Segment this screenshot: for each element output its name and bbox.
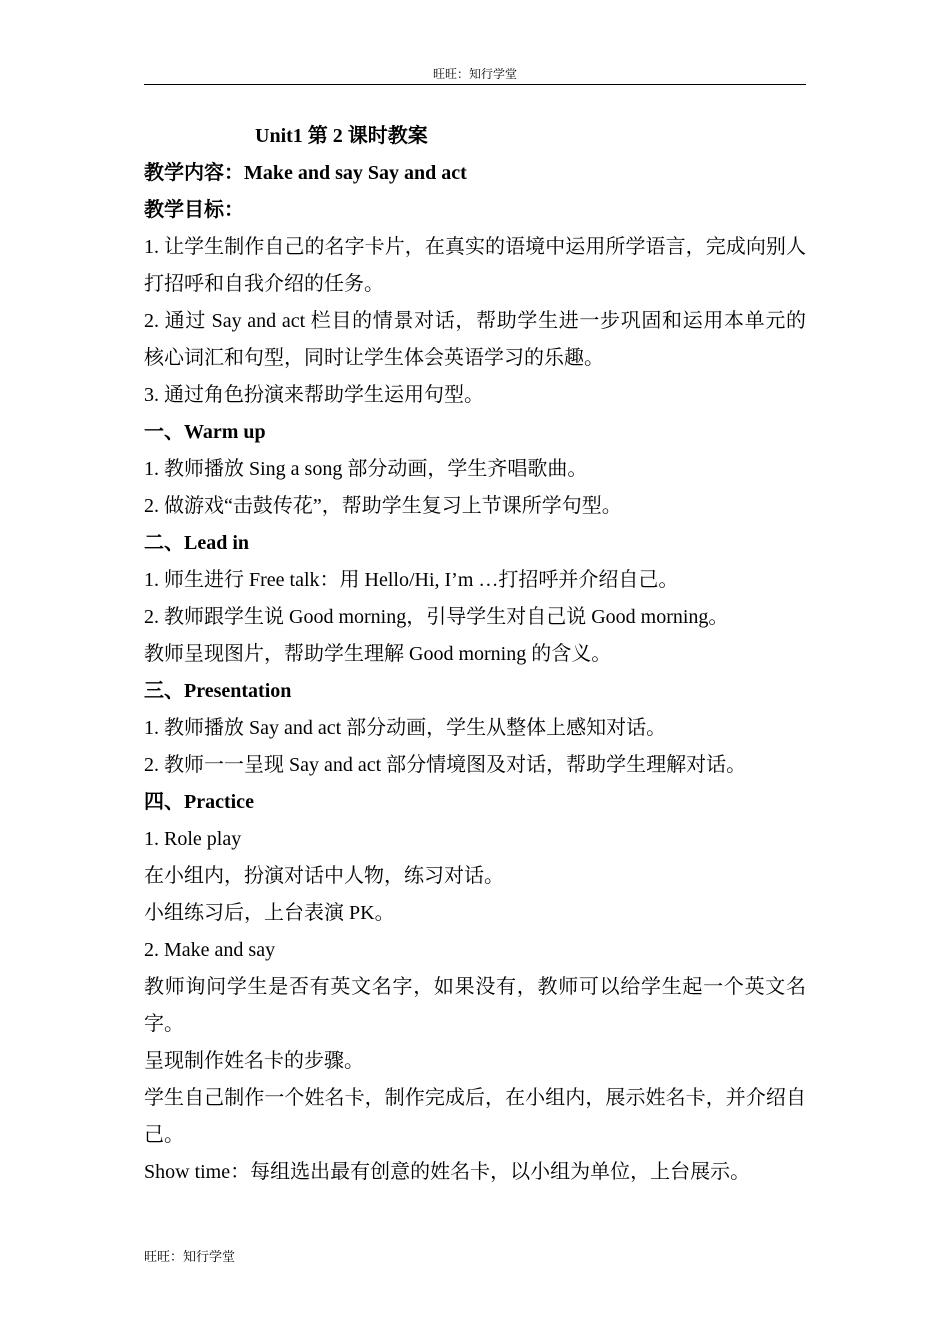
presentation-item: 1. 教师播放 Say and act 部分动画，学生从整体上感知对话。	[144, 717, 667, 739]
practice-item: 教师询问学生是否有英文名字，如果没有，教师可以给学生起一个英文名字。	[144, 976, 806, 1035]
warmup-item: 2. 做游戏“击鼓传花”，帮助学生复习上节课所学句型。	[144, 495, 622, 517]
leadin-item: 2. 教师跟学生说 Good morning，引导学生对自己说 Good morning。	[144, 606, 729, 628]
section-heading-leadin: 二、Lead in	[144, 532, 250, 554]
goals-label: 教学目标：	[144, 199, 244, 221]
page-footer: 旺旺：知行学堂	[144, 1249, 236, 1264]
content-label: 教学内容：Make and say Say and act	[144, 162, 467, 184]
presentation-item: 2. 教师一一呈现 Say and act 部分情境图及对话，帮助学生理解对话。	[144, 754, 747, 776]
warmup-item: 1. 教师播放 Sing a song 部分动画，学生齐唱歌曲。	[144, 458, 588, 480]
practice-item: 在小组内，扮演对话中人物，练习对话。	[144, 865, 504, 887]
leadin-item: 1. 师生进行 Free talk：用 Hello/Hi, I’m …打招呼并介绍自己。	[144, 569, 679, 591]
section-heading-presentation: 三、Presentation	[144, 680, 292, 702]
practice-item: 学生自己制作一个姓名卡，制作完成后，在小组内，展示姓名卡，并介绍自己。	[144, 1087, 806, 1146]
practice-item: 小组练习后，上台表演 PK。	[144, 902, 395, 924]
goal-item: 2. 通过 Say and act 栏目的情景对话，帮助学生进一步巩固和运用本单元的核心词汇和句型，同时让学生体会英语学习的乐趣。	[144, 310, 806, 369]
section-heading-practice: 四、Practice	[144, 791, 254, 813]
page-header: 旺旺：知行学堂	[144, 66, 806, 85]
practice-item: 呈现制作姓名卡的步骤。	[144, 1050, 364, 1072]
practice-item: Show time：每组选出最有创意的姓名卡，以小组为单位，上台展示。	[144, 1161, 751, 1183]
section-heading-warmup: 一、Warm up	[144, 421, 266, 443]
leadin-item: 教师呈现图片，帮助学生理解 Good morning 的含义。	[144, 643, 612, 665]
practice-item: 1. Role play	[144, 828, 242, 850]
goal-item: 3. 通过角色扮演来帮助学生运用句型。	[144, 384, 484, 406]
document-body	[144, 118, 806, 1191]
practice-item: 2. Make and say	[144, 939, 276, 961]
goal-item: 1. 让学生制作自己的名字卡片，在真实的语境中运用所学语言，完成向别人打招呼和自我介绍的任务。	[144, 236, 806, 295]
document-title: Unit1 第 2 课时教案	[255, 125, 428, 147]
